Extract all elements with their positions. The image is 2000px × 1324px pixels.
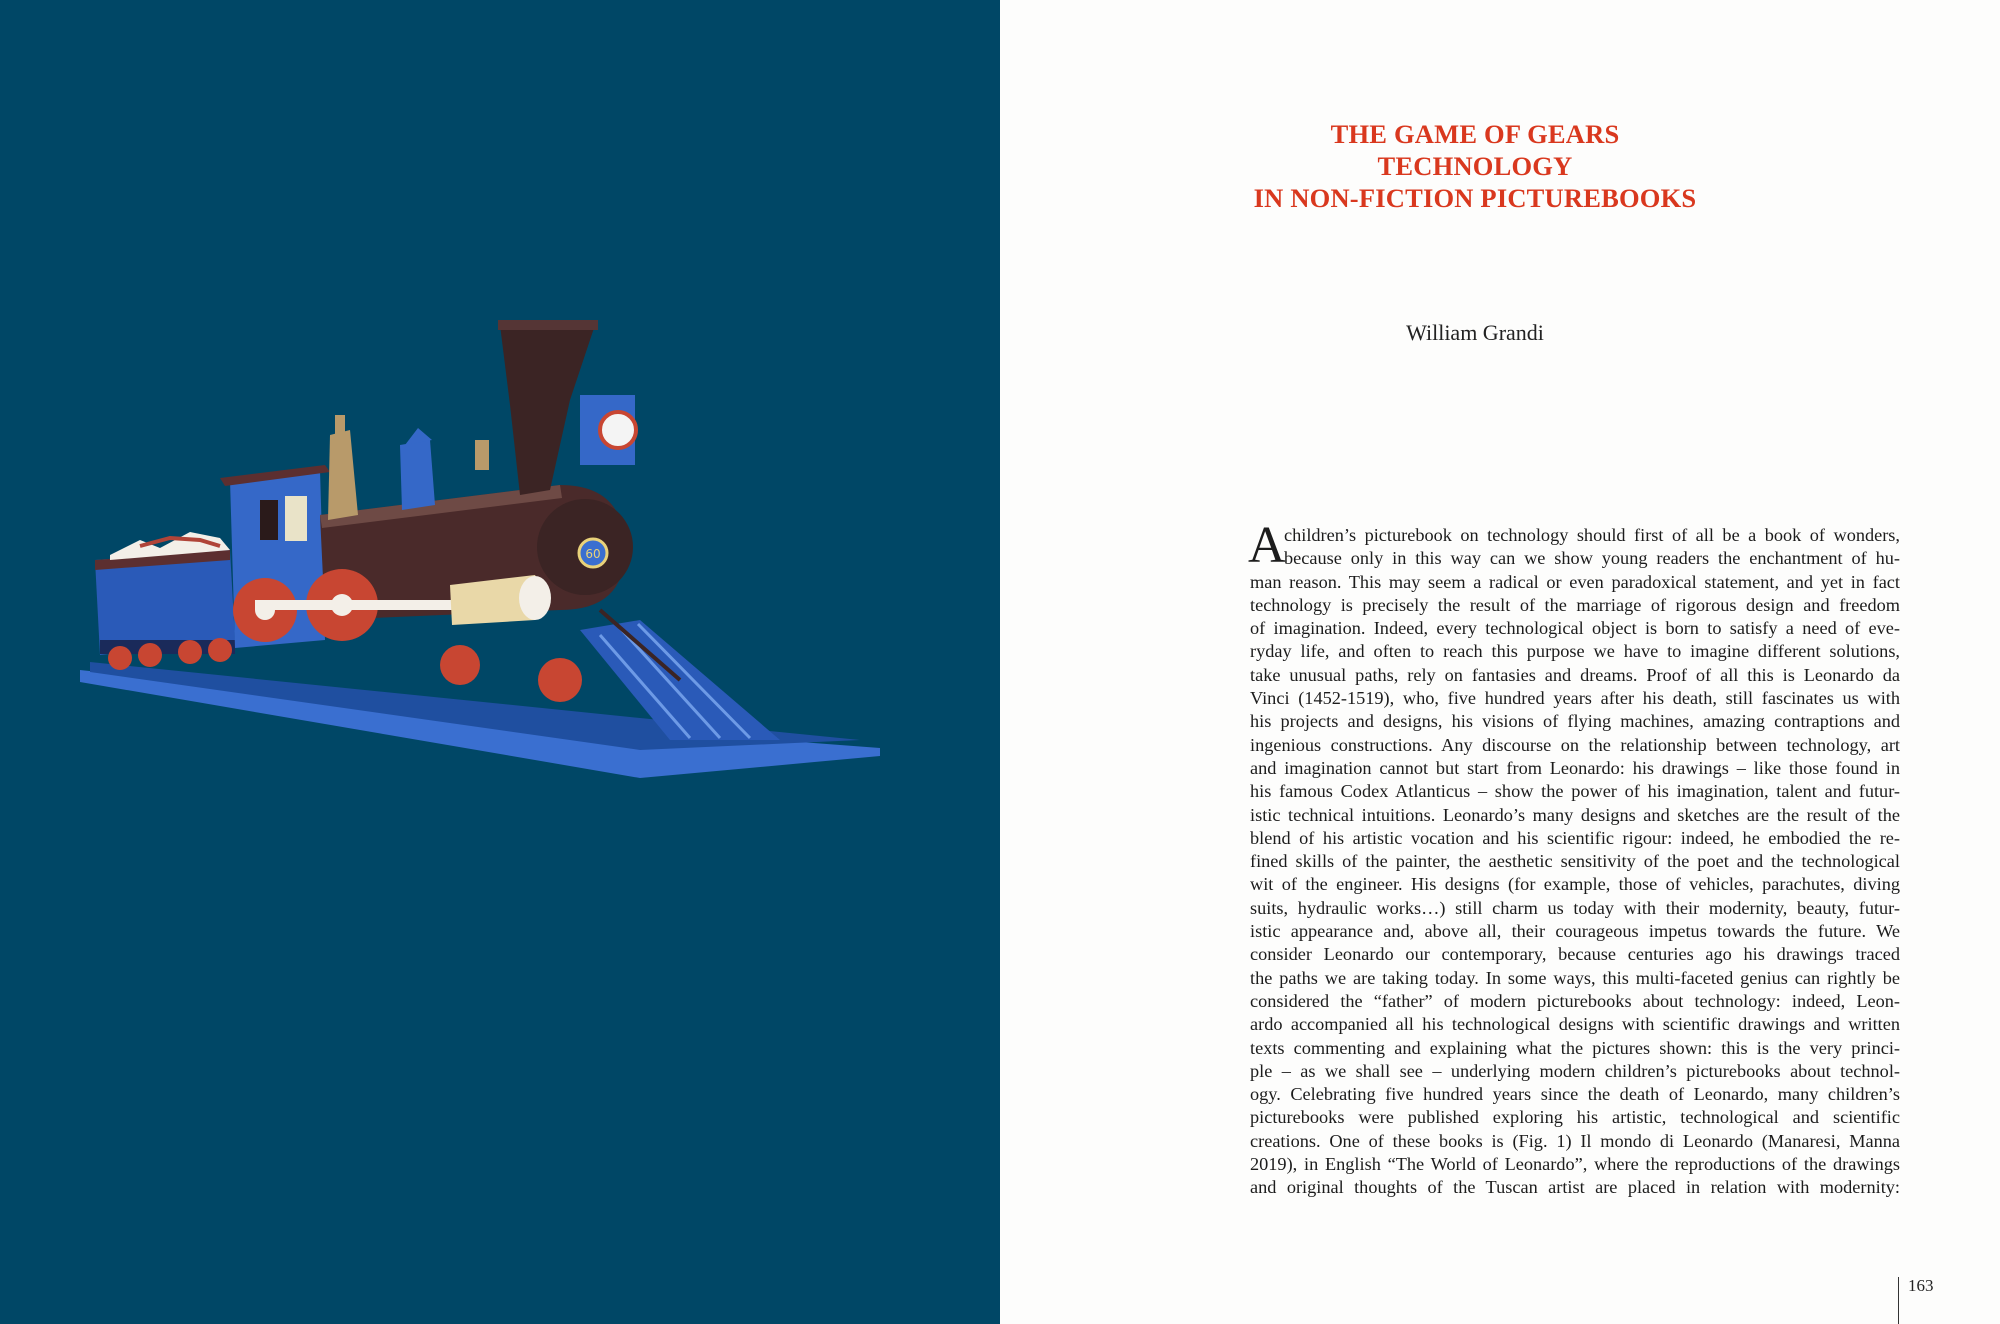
chapter-title xyxy=(1200,118,1750,214)
body-line: blend of his artistic vocation and his scientific rigour: indeed, he embodied the re- xyxy=(1250,827,1900,848)
body-line: considered the “father” of modern picturebooks about technology: indeed, Leon- xyxy=(1250,990,1900,1011)
body-line: ogy. Celebrating five hundred years since the death of Leonardo, many children’s xyxy=(1250,1084,1900,1105)
body-line: ple – as we shall see – underlying modern children’s picturebooks about technol- xyxy=(1250,1060,1900,1081)
body-line: istic technical intuitions. Leonardo’s many designs and sketches are the result of the xyxy=(1250,804,1900,825)
body-line: ardo accompanied all his technological designs with scientific drawings and written xyxy=(1250,1014,1900,1035)
locomotive-illustration xyxy=(80,310,900,790)
title-line-2: TECHNOLOGY xyxy=(1377,151,1573,181)
author-name: William Grandi xyxy=(1406,320,1544,345)
title-line-3: IN NON-FICTION PICTUREBOOKS xyxy=(1253,183,1697,213)
page-number-rule xyxy=(1898,1277,1899,1324)
leading-wheel xyxy=(538,658,582,702)
leading-wheel xyxy=(440,645,480,685)
title-line-1: THE GAME OF GEARS xyxy=(1330,119,1620,149)
body-line: Vinci (1452-1519), who, five hundred years after his death, still fascinates us with xyxy=(1250,688,1900,709)
number-plate-text: 60 xyxy=(585,547,601,561)
body-line: man reason. This may seem a radical or even paradoxical statement, and yet in fact xyxy=(1250,571,1900,592)
tender-wheel xyxy=(138,643,162,667)
body-paragraph xyxy=(1248,517,1900,1200)
body-line: fined skills of the painter, the aesthetic sensitivity of the poet and the technological xyxy=(1250,851,1900,872)
body-line: texts commenting and explaining what the pictures shown: this is the very princi- xyxy=(1250,1037,1900,1058)
body-line: his projects and designs, his visions of flying machines, amazing contraptions and xyxy=(1250,711,1900,732)
sand-dome xyxy=(328,430,358,520)
cab-door xyxy=(285,496,307,541)
body-line: technology is precisely the result of the marriage of rigorous design and freedom xyxy=(1250,594,1900,615)
tender-wheel xyxy=(208,638,232,662)
tender-wheel xyxy=(108,646,132,670)
body-line: and original thoughts of the Tuscan artist are placed in relation with modernity: xyxy=(1250,1177,1900,1198)
drop-cap: A xyxy=(1248,517,1286,574)
bell xyxy=(475,440,489,470)
body-line: ryday life, and often to reach this purpose we have to imagine different solutions, xyxy=(1250,641,1900,662)
body-line: istic appearance and, above all, their courageous impetus towards the future. We xyxy=(1250,921,1900,942)
body-line: because only in this way can we show young readers the enchantment of hu- xyxy=(1284,548,1900,569)
body-line: children’s picturebook on technology should first of all be a book of wonders, xyxy=(1284,525,1900,545)
tender-wheel xyxy=(178,640,202,664)
body-line: 2019), in English “The World of Leonardo”, where the reproductions of the drawings xyxy=(1250,1154,1900,1175)
body-line: suits, hydraulic works…) still charm us today with their modernity, beauty, futur- xyxy=(1250,897,1900,918)
body-line: creations. One of these books is (Fig. 1) Il mondo di Leonardo (Manaresi, Manna xyxy=(1250,1130,1900,1151)
body-line: picturebooks were published exploring his artistic, technological and scientific xyxy=(1250,1107,1900,1128)
page-number: 163 xyxy=(1908,1276,1934,1295)
body-line: consider Leonardo our contemporary, because centuries ago his drawings traced xyxy=(1250,944,1900,965)
steam-dome xyxy=(400,440,435,510)
body-line: and imagination cannot but start from Leonardo: his drawings – like those found in xyxy=(1250,757,1900,778)
body-line: his famous Codex Atlanticus – show the power of his imagination, talent and futur- xyxy=(1250,781,1900,802)
body-line: the paths we are taking today. In some ways, this multi-faceted genius can rightly be xyxy=(1250,967,1900,988)
cab-window xyxy=(260,500,278,540)
body-line: of imagination. Indeed, every technological object is born to satisfy a need of eve- xyxy=(1250,618,1900,639)
body-line: ingenious constructions. Any discourse on the relationship between technology, art xyxy=(1250,734,1900,755)
headlamp xyxy=(600,412,636,448)
body-line: wit of the engineer. His designs (for example, those of vehicles, parachutes, diving xyxy=(1250,874,1900,895)
body-line: take unusual paths, rely on fantasies and dreams. Proof of all this is Leonardo da xyxy=(1250,664,1900,685)
